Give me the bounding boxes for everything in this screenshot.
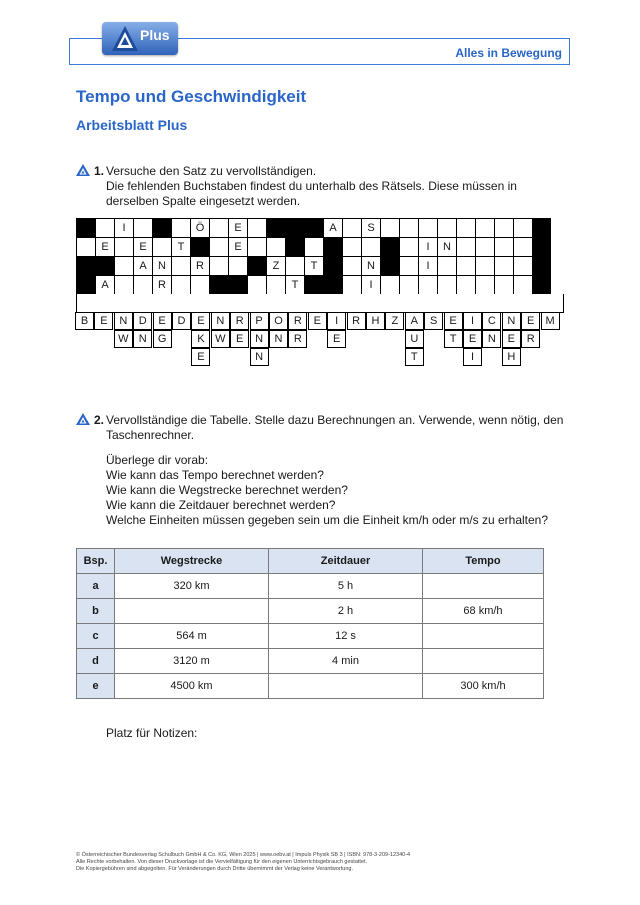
letter-cell: D (172, 312, 191, 330)
crossword-cell[interactable] (437, 275, 456, 294)
letter-cell: R (288, 312, 307, 330)
crossword-cell[interactable] (361, 237, 380, 256)
crossword-cell: N (361, 256, 380, 275)
crossword-row (76, 237, 564, 256)
letter-cell: R (288, 330, 307, 348)
crossword-cell[interactable] (209, 237, 228, 256)
letter-cell: N (269, 330, 288, 348)
letter-cell: I (463, 312, 482, 330)
task-1-line: Versuche den Satz zu vervollständigen. (106, 164, 317, 178)
letter-cell: E (191, 348, 210, 366)
header-wegstrecke: Wegstrecke (115, 549, 269, 574)
cell-wegstrecke[interactable]: 3120 m (115, 649, 269, 674)
letter-cell: R (230, 312, 249, 330)
crossword-cell: Ö (190, 218, 209, 237)
crossword-cell: E (228, 237, 247, 256)
crossword-black-cell (304, 275, 323, 294)
letter-cell: E (191, 312, 210, 330)
crossword-row (76, 275, 564, 294)
letter-cell: E (153, 312, 172, 330)
question-line: Wie kann die Wegstrecke berechnet werden? (106, 483, 348, 497)
cell-bsp: c (77, 624, 115, 649)
crossword-cell[interactable] (437, 218, 456, 237)
letter-cell: O (269, 312, 288, 330)
page-subtitle: Arbeitsblatt Plus (76, 117, 188, 133)
cell-wegstrecke[interactable]: 4500 km (115, 674, 269, 699)
crossword-cell: A (133, 256, 152, 275)
crossword-cell: I (114, 218, 133, 237)
crossword-cell[interactable] (190, 275, 209, 294)
cell-zeitdauer[interactable]: 4 min (269, 649, 423, 674)
crossword-cell[interactable] (380, 218, 399, 237)
crossword-grid (76, 218, 564, 313)
header-tempo: Tempo (423, 549, 544, 574)
crossword-black-cell (285, 218, 304, 237)
task-triangle-icon (76, 164, 90, 176)
footer-line: © Österreichischer Bundesverlag Schulbuch GmbH & Co. KG, Wien 2025 | www.oebv.at | Impuls Physik SB 3 | ISBN: 978-3-209-12340-4 (76, 852, 411, 858)
footer-line: Alle Rechte vorbehalten. Von dieser Druckvorlage ist die Vervielfältigung für den eigenen Unterrichtsgebrauch gestattet. (76, 859, 368, 865)
crossword-black-cell (209, 275, 228, 294)
letter-cell: N (502, 312, 521, 330)
letter-cell: G (153, 330, 172, 348)
crossword-cell: E (95, 237, 114, 256)
letter-cell: R (521, 330, 540, 348)
task-1-number: 1. (94, 164, 105, 178)
crossword-cell[interactable] (171, 256, 190, 275)
crossword-cell[interactable] (76, 237, 95, 256)
crossword-cell[interactable] (456, 218, 475, 237)
crossword-black-cell (152, 218, 171, 237)
crossword-cell: I (418, 237, 437, 256)
crossword-cell[interactable] (418, 275, 437, 294)
crossword-black-cell (285, 237, 304, 256)
crossword-cell: T (171, 237, 190, 256)
crossword-black-cell (323, 256, 342, 275)
table-row (77, 624, 544, 649)
letter-cell: E (327, 330, 346, 348)
cell-zeitdauer[interactable] (269, 674, 423, 699)
crossword-cell: T (285, 275, 304, 294)
crossword-cell: I (361, 275, 380, 294)
crossword-cell[interactable] (399, 218, 418, 237)
letter-cell: N (482, 330, 501, 348)
letter-cell: H (366, 312, 385, 330)
crossword-black-cell (532, 256, 551, 275)
crossword-cell[interactable] (95, 218, 114, 237)
cell-zeitdauer[interactable]: 12 s (269, 624, 423, 649)
question-line: Welche Einheiten müssen gegeben sein um die Einheit km/h oder m/s zu erhalten? (106, 513, 549, 527)
letter-cell: P (250, 312, 269, 330)
notes-label: Platz für Notizen: (106, 726, 198, 740)
crossword-row (76, 218, 564, 237)
crossword-black-cell (266, 218, 285, 237)
crossword-cell[interactable] (475, 218, 494, 237)
cell-bsp: a (77, 574, 115, 599)
cell-tempo[interactable]: 68 km/h (423, 599, 544, 624)
letter-cell: A (405, 312, 424, 330)
letter-cell: M (541, 312, 560, 330)
crossword-cell[interactable] (342, 218, 361, 237)
task-2-line: Vervollständige die Tabelle. Stelle dazu Berechnungen an. Verwende, wenn nötig, den (106, 413, 564, 427)
crossword-cell: Z (266, 256, 285, 275)
cell-tempo[interactable] (423, 624, 544, 649)
letter-cell: C (482, 312, 501, 330)
crossword-black-cell (190, 237, 209, 256)
letter-cell: T (405, 348, 424, 366)
crossword-black-cell (380, 237, 399, 256)
letter-cell: S (424, 312, 443, 330)
crossword-cell[interactable] (342, 237, 361, 256)
footer-line: Die Kopiergebühren sind abgegolten. Für Veränderungen durch Dritte übernimmt der Verlag keine Verantwortung. (76, 866, 354, 872)
copyright-footer (76, 852, 546, 873)
crossword-cell[interactable] (513, 237, 532, 256)
letter-cell: R (347, 312, 366, 330)
letter-cell: W (114, 330, 133, 348)
crossword-black-cell (247, 256, 266, 275)
crossword-cell: A (323, 218, 342, 237)
triangle-logo-icon (110, 24, 140, 54)
crossword-cell[interactable] (494, 256, 513, 275)
crossword-black-cell (95, 256, 114, 275)
table-row (77, 574, 544, 599)
crossword-cell[interactable] (475, 256, 494, 275)
crossword-cell[interactable] (456, 275, 475, 294)
crossword-cell[interactable] (494, 275, 513, 294)
cell-wegstrecke[interactable] (115, 599, 269, 624)
crossword-black-cell (532, 218, 551, 237)
crossword-cell[interactable] (133, 218, 152, 237)
crossword-cell: T (304, 256, 323, 275)
letter-cell: I (463, 348, 482, 366)
letter-cell: I (327, 312, 346, 330)
crossword-cell: S (361, 218, 380, 237)
letter-cell: U (405, 330, 424, 348)
crossword-cell[interactable] (152, 237, 171, 256)
crossword-cell[interactable] (133, 275, 152, 294)
crossword-cell[interactable] (266, 237, 285, 256)
crossword-cell[interactable] (342, 275, 361, 294)
crossword-cell[interactable] (209, 256, 228, 275)
letter-cell: E (521, 312, 540, 330)
crossword-cell[interactable] (494, 237, 513, 256)
crossword-black-cell (323, 275, 342, 294)
crossword-cell[interactable] (247, 218, 266, 237)
crossword-cell[interactable] (228, 256, 247, 275)
crossword-black-cell (532, 237, 551, 256)
crossword-cell[interactable] (399, 256, 418, 275)
crossword-cell[interactable] (513, 275, 532, 294)
crossword-black-cell (76, 256, 95, 275)
crossword-cell[interactable] (494, 218, 513, 237)
crossword-cell[interactable] (456, 256, 475, 275)
question-line: Wie kann das Tempo berechnet werden? (106, 468, 324, 482)
cell-wegstrecke[interactable]: 320 km (115, 574, 269, 599)
speed-table (76, 548, 544, 699)
crossword-cell[interactable] (266, 275, 285, 294)
letter-cell: H (502, 348, 521, 366)
crossword-cell[interactable] (418, 218, 437, 237)
crossword-black-cell (76, 275, 95, 294)
crossword-cell[interactable] (399, 275, 418, 294)
cell-bsp: d (77, 649, 115, 674)
letter-cell: E (444, 312, 463, 330)
letter-cell: T (444, 330, 463, 348)
task-2-line: Taschenrechner. (106, 428, 195, 442)
logo-label: Plus (140, 27, 170, 43)
crossword-black-cell (228, 275, 247, 294)
crossword-black-cell (323, 237, 342, 256)
letter-cell: N (250, 330, 269, 348)
crossword-black-cell (380, 256, 399, 275)
cell-bsp: e (77, 674, 115, 699)
cell-zeitdauer[interactable]: 5 h (269, 574, 423, 599)
crossword-cell[interactable] (475, 237, 494, 256)
crossword-cell[interactable] (114, 256, 133, 275)
crossword-cell: A (95, 275, 114, 294)
table-row (77, 674, 544, 699)
question-line: Wie kann die Zeitdauer berechnet werden? (106, 498, 336, 512)
crossword-cell[interactable] (114, 237, 133, 256)
crossword-cell[interactable] (399, 237, 418, 256)
table-row (77, 649, 544, 674)
letter-cell: N (211, 312, 230, 330)
crossword-cell[interactable] (247, 237, 266, 256)
question-line: Überlege dir vorab: (106, 453, 209, 467)
crossword-black-cell (532, 275, 551, 294)
crossword-cell[interactable] (285, 256, 304, 275)
letter-cell: E (230, 330, 249, 348)
letter-cell: E (502, 330, 521, 348)
crossword-cell: E (228, 218, 247, 237)
table-row (77, 599, 544, 624)
cell-tempo[interactable] (423, 649, 544, 674)
letter-cell: K (191, 330, 210, 348)
crossword-black-cell (304, 218, 323, 237)
header-zeitdauer: Zeitdauer (269, 549, 423, 574)
letter-cell: D (133, 312, 152, 330)
crossword-cell[interactable] (456, 237, 475, 256)
task-1-line: derselben Spalte eingesetzt werden. (106, 194, 301, 208)
crossword-cell: R (152, 275, 171, 294)
cell-zeitdauer[interactable]: 2 h (269, 599, 423, 624)
crossword-cell[interactable] (304, 237, 323, 256)
crossword-cell[interactable] (114, 275, 133, 294)
header-bsp: Bsp. (77, 549, 115, 574)
crossword-cell[interactable] (247, 275, 266, 294)
crossword-cell[interactable] (171, 275, 190, 294)
letter-cell: N (133, 330, 152, 348)
letter-cell: N (114, 312, 133, 330)
crossword-cell[interactable] (380, 275, 399, 294)
letter-cell: E (94, 312, 113, 330)
letter-cell: E (463, 330, 482, 348)
task-2-questions (106, 453, 548, 528)
crossword-cell: N (437, 237, 456, 256)
crossword-cell[interactable] (437, 256, 456, 275)
letter-cell: B (75, 312, 94, 330)
crossword-cell[interactable] (513, 218, 532, 237)
series-label: Alles in Bewegung (455, 46, 562, 60)
crossword-cell[interactable] (513, 256, 532, 275)
letter-cell: E (308, 312, 327, 330)
letter-cell: N (250, 348, 269, 366)
crossword-cell: R (190, 256, 209, 275)
task-1-line: Die fehlenden Buchstaben findest du unterhalb des Rätsels. Diese müssen in (106, 179, 517, 193)
task-triangle-icon (76, 413, 90, 425)
crossword-cell[interactable] (475, 275, 494, 294)
task-2-number: 2. (94, 413, 105, 427)
crossword-cell[interactable] (342, 256, 361, 275)
cell-tempo[interactable] (423, 574, 544, 599)
letter-cell: W (211, 330, 230, 348)
cell-wegstrecke[interactable]: 564 m (115, 624, 269, 649)
crossword-cell: N (152, 256, 171, 275)
cell-tempo[interactable]: 300 km/h (423, 674, 544, 699)
task-1-text (106, 164, 517, 209)
crossword-cell: I (418, 256, 437, 275)
letter-cell: Z (385, 312, 404, 330)
crossword-black-cell (76, 218, 95, 237)
crossword-cell[interactable] (171, 218, 190, 237)
cell-bsp: b (77, 599, 115, 624)
crossword-cell[interactable] (209, 218, 228, 237)
task-2-text (106, 413, 563, 443)
crossword-row (76, 256, 564, 275)
crossword-answer-row[interactable] (76, 294, 564, 313)
crossword-cell: E (133, 237, 152, 256)
page-title: Tempo und Geschwindigkeit (76, 87, 307, 106)
